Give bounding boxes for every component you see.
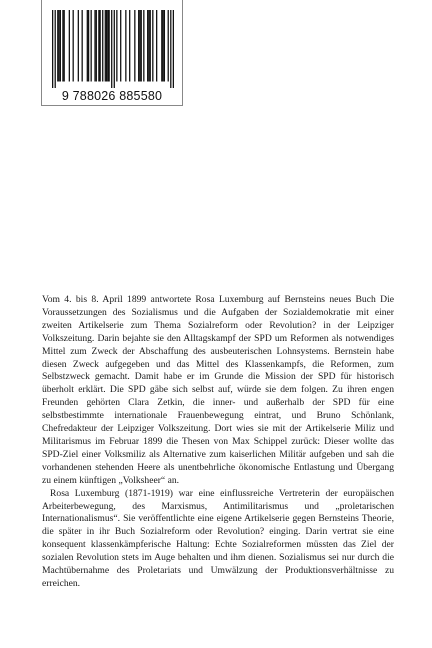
barcode-bar (52, 10, 53, 88)
barcode-bar (139, 10, 140, 82)
barcode-bar (148, 10, 149, 82)
barcode-bar (161, 10, 162, 82)
barcode-bar (73, 10, 74, 82)
barcode-bar (129, 10, 130, 82)
barcode-bar (162, 10, 163, 82)
barcode-bar (100, 10, 101, 82)
barcode-bar (141, 10, 142, 82)
barcode-bar (98, 10, 99, 82)
barcode-bar (156, 10, 157, 82)
barcode-bar (120, 10, 121, 82)
barcode-icon (52, 10, 174, 88)
barcode-bar (55, 10, 56, 88)
barcode-bar (152, 10, 153, 82)
barcode-bar (138, 10, 139, 82)
barcode-bar (170, 10, 171, 88)
barcode-bar (91, 10, 92, 82)
barcode-bar (168, 10, 169, 82)
blurb-paragraph-2: Rosa Luxemburg (1871-1919) war eine einflussreiche Vertreterin der europäischen Arbeiterbewegung, des Marxismus, Antimilitarismus und „proletarischen Internationalismus“. Sie veröffentlichte eine eigene Artikelserie gegen Bernsteins Theorie, die später in ihr Buch Sozialreform oder Revolution? einging. Darin vertrat sie eine konsequent klassenkämpferische Haltung: Echte Sozialreformen müssten das Ziel der sozialen Revolution stets im Auge behalten und ihm dienen. Sozialismus sei nur durch die Machtübernahme des Proletariats und Umwälzung der Produktionsverhältnisse zu erreichen. (42, 487, 394, 589)
barcode-bar (96, 10, 97, 82)
barcode-bar (102, 10, 103, 82)
barcode-bar (143, 10, 144, 82)
barcode-bar (105, 10, 106, 82)
barcode-bar (94, 10, 95, 82)
barcode-bar (116, 10, 117, 82)
barcode-bar (58, 10, 59, 82)
barcode-bar (164, 10, 165, 82)
barcode-bar (88, 10, 89, 82)
barcode-bar (82, 10, 83, 82)
isbn-barcode (41, 0, 183, 106)
barcode-bar (125, 10, 126, 82)
barcode-bar (87, 10, 88, 82)
barcode-bar (106, 10, 107, 82)
isbn-number: 9 788026 885580 (61, 89, 163, 103)
barcode-bar (173, 10, 174, 88)
barcode-bar (62, 10, 63, 82)
blurb-text (42, 294, 394, 591)
blurb-paragraph-1: Vom 4. bis 8. April 1899 antwortete Rosa Luxemburg auf Bernsteins neues Buch Die Voraussetzungen des Sozialismus und die Aufgaben der Sozialdemokratie mit einer zweiten Artikelserie zum Thema Sozialreform oder Revolution? in der Leipziger Volkszeitung. Darin bejahte sie den Alltagskampf der SPD um Reformen als notwendiges Mittel zum Zweck der Abschaffung des ausbeuterischen Lohnsystems. Bernstein habe diesen Zweck aufgegeben und das Mittel des Klassenkampfs, die Reformen, zum Selbstzweck gemacht. Damit habe er im Grunde die Mission der SPD für historisch überholt erklärt. Die SPD gäbe sich selbst auf, würde sie dem folgen. Zu ihren engen Freunden gehörten Clara Zetkin, die inner- und außerhalb der SPD für eine selbstbestimmte internationale Frauenbewegung eintrat, und Bruno Schönlank, Chefredakteur der Leipziger Volkszeitung. Dort wies sie mit der Artikelserie Miliz und Militarismus im Februar 1899 die Thesen von Max Schippel zurück: Dieser wollte das SPD-Ziel einer Volksmiliz als Alternative zum kaiserlichen Militär aufgeben und sah die vorhandenen stehenden Heere als unentbehrliche ökonomische Entlastung und Übergang zu einem künftigen „Volksheer“ an. (42, 294, 394, 486)
barcode-bar (109, 10, 110, 82)
barcode-bar (64, 10, 65, 82)
barcode-bar (150, 10, 151, 82)
barcode-bar (69, 10, 70, 82)
barcode-bar (107, 10, 108, 82)
barcode-bar (57, 10, 58, 82)
barcode-bar (78, 10, 79, 82)
barcode-bar (111, 10, 112, 88)
barcode-bar (114, 10, 115, 88)
barcode-bar (147, 10, 148, 82)
barcode-bar (60, 10, 61, 82)
barcode-bar (134, 10, 135, 82)
